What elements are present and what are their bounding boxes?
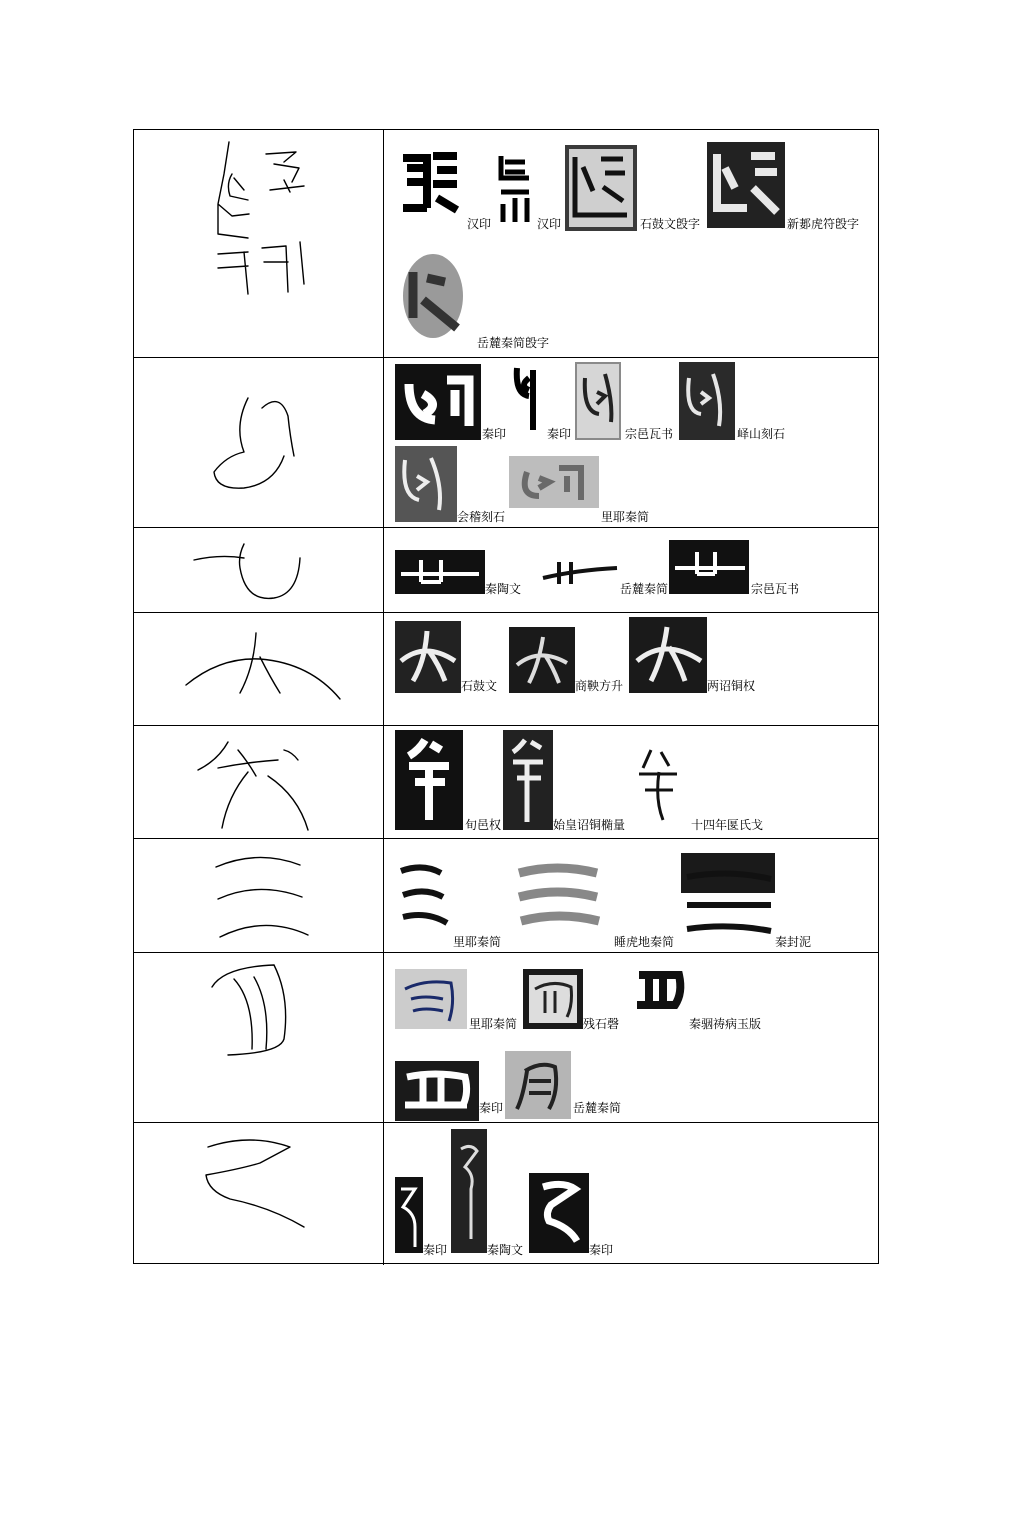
rubbing-image [529, 1173, 589, 1253]
standard-glyph-cell [134, 726, 384, 838]
standard-glyph [180, 627, 346, 713]
rubbing-image [681, 853, 775, 947]
source-caption: 秦印 [589, 1243, 614, 1257]
source-caption: 宗邑瓦书 [625, 427, 674, 441]
source-caption: 里耶秦简 [601, 510, 650, 524]
standard-glyph-cell [134, 839, 384, 952]
rubbing-image [629, 963, 689, 1013]
source-caption: 石鼓文 [461, 679, 498, 693]
standard-glyph [200, 1129, 320, 1229]
source-caption: 秦骃祷病玉版 [689, 1017, 762, 1031]
source-caption: 会稽刻石 [457, 510, 506, 524]
standard-glyph-cell [134, 613, 384, 725]
source-caption: 岳麓秦简 [620, 582, 669, 596]
rubbing-image [537, 548, 619, 592]
standard-glyph-cell [134, 528, 384, 612]
glyph-comparison-table [133, 129, 879, 1264]
table-row [134, 130, 878, 358]
source-caption: 秦印 [547, 427, 572, 441]
rubbing-samples-cell [385, 1123, 878, 1265]
rubbing-image [679, 362, 735, 440]
standard-glyph [204, 957, 314, 1061]
source-caption: 十四年匽氏戈 [691, 818, 764, 832]
source-caption: 秦印 [479, 1101, 504, 1115]
source-caption: 秦印 [482, 427, 507, 441]
rubbing-image [395, 969, 467, 1029]
rubbing-samples-cell [385, 528, 878, 612]
source-caption: 秦陶文 [487, 1243, 524, 1257]
rubbing-image [397, 248, 469, 344]
standard-glyph [204, 386, 314, 506]
rubbing-image [565, 145, 637, 231]
source-caption: 残石磬 [583, 1017, 620, 1031]
source-caption: 里耶秦简 [453, 935, 502, 949]
rubbing-image [395, 550, 485, 594]
rubbing-image [629, 617, 707, 693]
source-caption: 商鞅方升 [575, 679, 624, 693]
source-caption: 秦陶文 [485, 582, 522, 596]
source-caption: 新郪虎符𣪘字 [787, 217, 860, 231]
rubbing-image [509, 456, 599, 508]
source-caption: 峄山刻石 [737, 427, 786, 441]
source-caption: 秦封泥 [775, 935, 812, 949]
standard-glyph-cell [134, 953, 384, 1122]
rubbing-image [397, 148, 463, 218]
rubbing-image [707, 142, 785, 228]
rubbing-image [505, 1051, 571, 1119]
standard-glyph [190, 538, 320, 604]
rubbing-samples-cell [385, 953, 878, 1122]
standard-glyph [188, 736, 338, 836]
rubbing-image [509, 627, 575, 693]
source-caption: 宗邑瓦书 [751, 582, 800, 596]
rubbing-image [669, 540, 749, 594]
rubbing-image [395, 1061, 479, 1121]
rubbing-samples-cell [385, 613, 878, 725]
standard-glyph-cell [134, 358, 384, 527]
rubbing-image [509, 358, 545, 440]
rubbing-image [395, 364, 481, 440]
rubbing-samples-cell [385, 839, 878, 952]
table-row [134, 953, 878, 1123]
rubbing-image [513, 859, 603, 939]
rubbing-samples-cell [385, 726, 878, 838]
rubbing-image [395, 730, 463, 830]
rubbing-image [395, 857, 453, 933]
source-caption: 岳麓秦简𣪘字 [477, 336, 550, 350]
rubbing-image [503, 730, 553, 830]
source-caption: 岳麓秦简 [573, 1101, 622, 1115]
standard-glyph-cell [134, 130, 384, 357]
source-caption: 汉印 [467, 217, 492, 231]
standard-glyph [208, 849, 318, 945]
source-caption: 里耶秦简 [469, 1017, 518, 1031]
rubbing-samples-cell [385, 358, 878, 527]
source-caption: 两诏铜权 [707, 679, 756, 693]
source-caption: 秦印 [423, 1243, 448, 1257]
rubbing-samples-cell [385, 130, 878, 357]
table-row [134, 358, 878, 528]
rubbing-image [633, 744, 683, 824]
source-caption: 睡虎地秦简 [614, 935, 675, 949]
table-row [134, 726, 878, 839]
rubbing-image [575, 362, 621, 440]
table-row [134, 613, 878, 726]
standard-glyph [204, 134, 324, 300]
rubbing-image [497, 148, 533, 226]
source-caption: 始皇诏铜椭量 [553, 818, 626, 832]
source-caption: 汉印 [537, 217, 562, 231]
table-row [134, 528, 878, 613]
rubbing-image [395, 1177, 423, 1253]
source-caption: 旬邑权 [465, 818, 502, 832]
table-row [134, 1123, 878, 1265]
rubbing-image [523, 969, 583, 1029]
rubbing-image [451, 1129, 487, 1253]
standard-glyph-cell [134, 1123, 384, 1265]
rubbing-image [395, 446, 457, 522]
source-caption: 石鼓文𣪘字 [640, 217, 701, 231]
table-row [134, 839, 878, 953]
rubbing-image [395, 621, 461, 693]
